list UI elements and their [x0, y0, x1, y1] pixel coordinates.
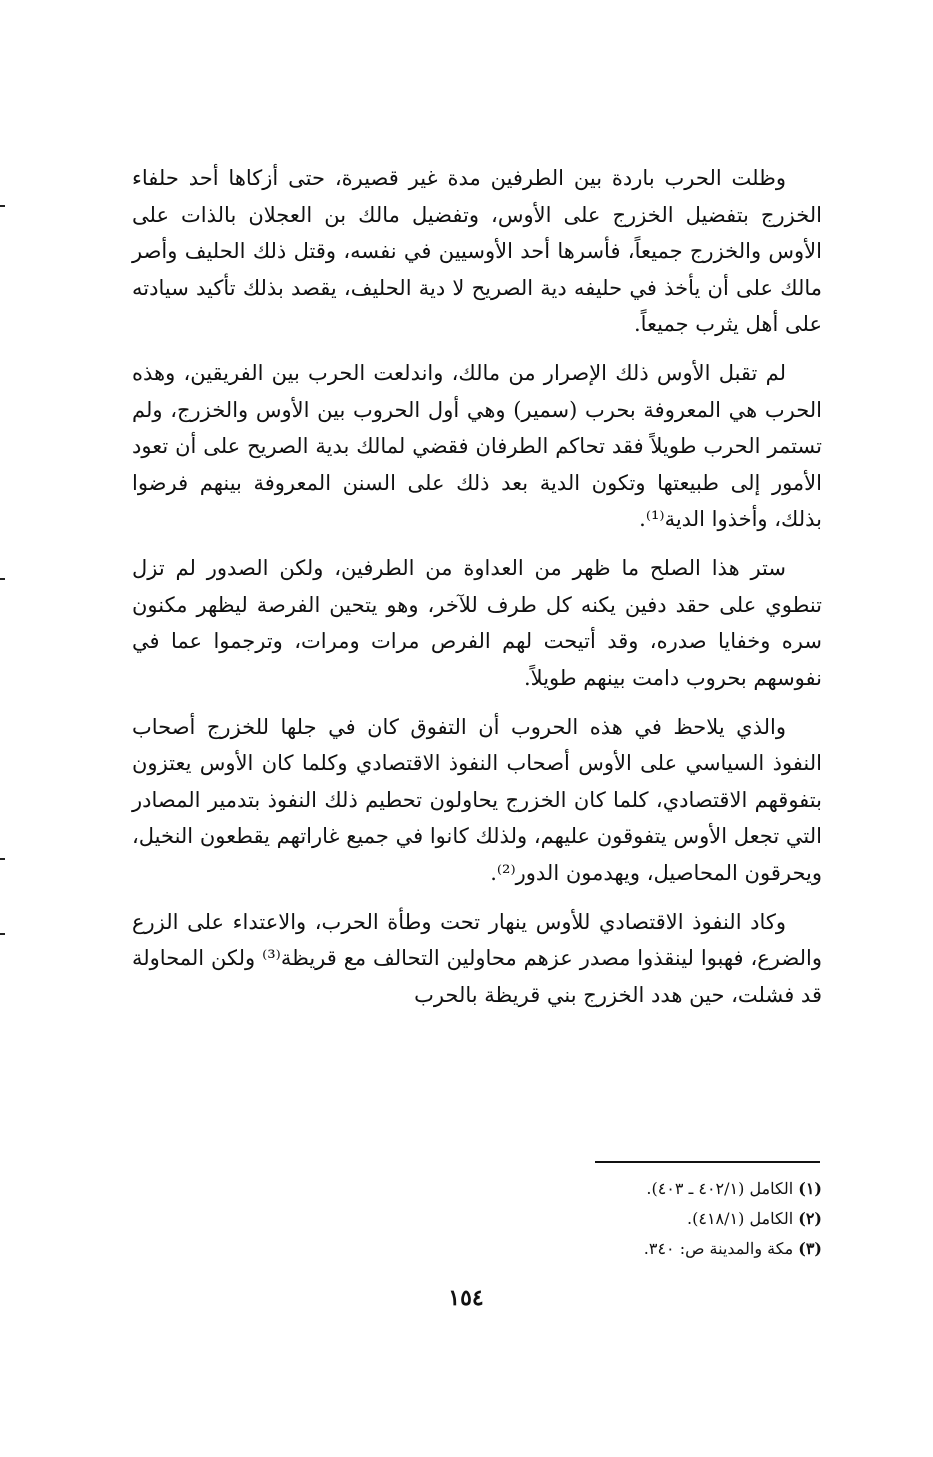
paragraph-5: وكاد النفوذ الاقتصادي للأوس ينهار تحت وطأة الحرب، والاعتداء على الزرع والضرع، فهبوا لينقذوا مصدر عزهم محاولين التحالف مع قريظة⁽³⁾ ولكن المحاولة قد فشلت، حين هدد الخزرج بني قريظة بالحرب — [132, 909, 822, 1007]
footnote-number: (١) — [798, 1179, 822, 1198]
paragraph-4: والذي يلاحظ في هذه الحروب أن التفوق كان في جلها للخزرج أصحاب النفوذ السياسي على الأوس أصحاب النفوذ الاقتصادي وكلما كان الأوس يعتزون بتفوقهم الاقتصادي، كلما كان الخزرج يحاولون تحطيم ذلك النفوذ بتدمير المصادر التي تجعل الأوس يتفوقون عليهم، ولذلك كانوا في جميع غاراتهم يقطعون النخيل، ويحرقون المحاصيل، ويهدمون الدور⁽²⁾. — [132, 714, 822, 885]
scan-edge-mark — [0, 933, 5, 935]
footnote-1 — [400, 1174, 822, 1204]
footnote-number: (٢) — [798, 1209, 822, 1228]
footnotes — [400, 1174, 822, 1264]
footnote-text: الكامل (٤١٨/١). — [687, 1209, 794, 1228]
page-number: ١٥٤ — [448, 1285, 484, 1311]
scan-edge-mark — [0, 578, 5, 580]
scan-edge-mark — [0, 858, 5, 860]
body-text — [132, 160, 822, 1026]
footnote-number: (٣) — [798, 1239, 822, 1258]
paragraph-2: لم تقبل الأوس ذلك الإصرار من مالك، واندلعت الحرب بين الفريقين، وهذه الحرب هي المعروفة بحرب (سمير) وهي أول الحروب بين الأوس والخزرج، ولم تستمر الحرب طويلاً فقد تحاكم الطرفان فقضي لمالك بدية الصريح على أن تعود الأمور إلى طبيعتها وتكون الدية بعد ذلك على السنن المعروفة بينهم فرضوا بذلك، وأخذوا الدية⁽¹⁾. — [132, 361, 822, 531]
paragraph-1: وظلت الحرب باردة بين الطرفين مدة غير قصيرة، حتى أزكاها أحد حلفاء الخزرج بتفضيل الخزرج على الأوس، وتفضيل مالك بن العجلان بالذات على الأوس والخزرج جميعاً، فأسرها أحد الأوسيين في نفسه، وقتل ذلك الحليف وأصر مالك على أن يأخذ في حليفه دية الصريح لا دية الحليف، يقصد بذلك تأكيد سيادته على أهل يثرب جميعاً. — [132, 166, 822, 336]
footnote-2 — [400, 1204, 822, 1234]
paragraph-3: ستر هذا الصلح ما ظهر من العداوة من الطرفين، ولكن الصدور لم تزل تنطوي على حقد دفين يكنه كل طرف للآخر، وهو يتحين الفرصة ليظهر مكنون سره وخفايا صدره، وقد أتيحت لهم الفرص مرات ومرات، وترجموا عما في نفوسهم بحروب دامت بينهم طويلاً. — [132, 556, 822, 690]
footnote-text: مكة والمدينة ص: ٣٤٠. — [643, 1239, 794, 1258]
footnote-text: الكامل (٤٠٢/١ ـ ٤٠٣). — [646, 1179, 794, 1198]
footnote-separator — [595, 1161, 820, 1163]
scan-edge-mark — [0, 205, 5, 207]
footnote-3 — [400, 1234, 822, 1264]
